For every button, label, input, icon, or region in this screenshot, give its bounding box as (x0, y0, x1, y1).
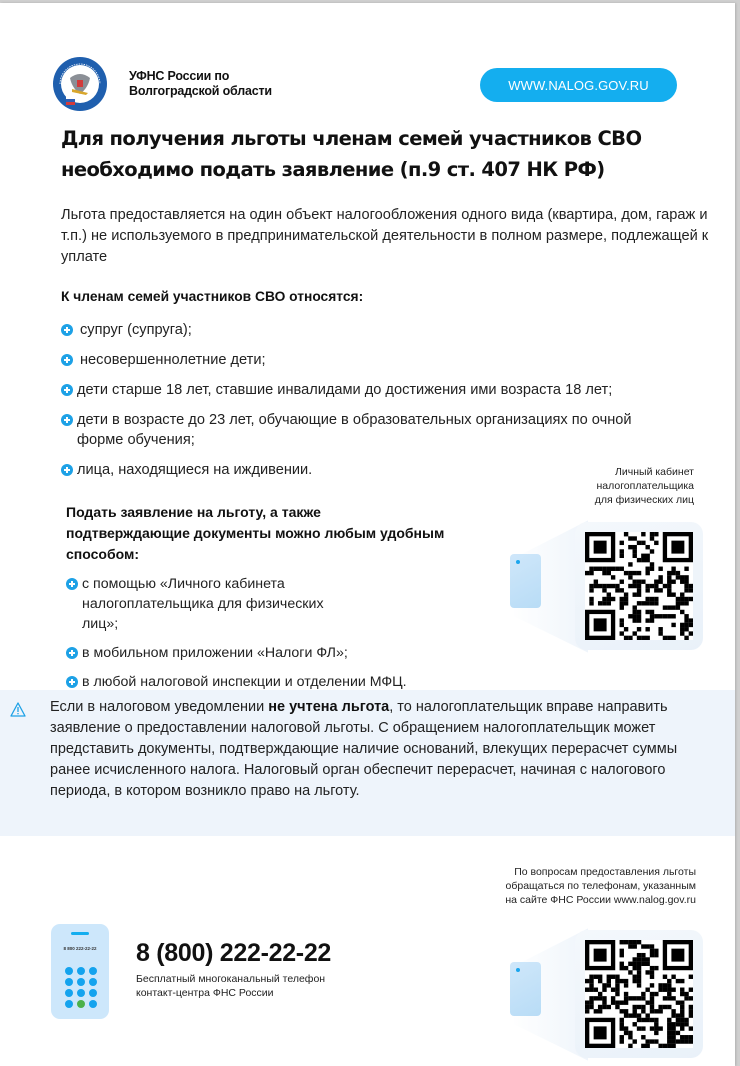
website-link-button[interactable]: WWW.NALOG.GOV.RU (480, 68, 677, 102)
list-item: в мобильном приложении «Налоги ФЛ»; (66, 643, 486, 663)
org-name-line1: УФНС России по (129, 69, 230, 83)
qr-code-icon[interactable] (585, 940, 693, 1048)
list-item: супруг (супруга); (61, 320, 711, 340)
qr-card (575, 522, 703, 650)
apply-methods-list (66, 574, 486, 701)
list-item: дети в возрасте до 23 лет, обучающие в образовательных организациях по очной форме обучения; (61, 410, 711, 450)
qr-contacts-caption: По вопросам предоставления льготы обращаться по телефонам, указанным на сайте ФНС России www.nalog.gov.ru (505, 866, 696, 906)
plus-bullet-icon (61, 464, 73, 476)
plus-bullet-icon (61, 414, 73, 426)
phone-scanner-icon (510, 962, 541, 1016)
list-item: лица, находящиеся на иждивении. (61, 460, 711, 480)
apply-methods-heading: Подать заявление на льготу, а также подтверждающие документы можно любым удобным способом: (66, 504, 445, 562)
qr-cabinet-caption: Личный кабинет налогоплательщика для физических лиц (594, 466, 694, 506)
viewer-scrollbar[interactable] (735, 0, 740, 1066)
family-members-heading: К членам семей участников СВО относятся: (61, 289, 364, 304)
phone-keypad-icon (51, 924, 109, 1019)
flyer-page (0, 3, 735, 1066)
intro-paragraph: Льгота предоставляется на один объект налогообложения одного вида (квартира, дом, гараж и т.п.) не используемого в предпринимательской деятельности в полном размере, подлежащей к уплате (61, 207, 709, 265)
qr-cabinet-widget[interactable] (505, 519, 705, 654)
plus-bullet-icon (66, 578, 78, 590)
hotline-description: Бесплатный многоканальный телефон контакт-центра ФНС России (136, 973, 326, 999)
organization-name (129, 69, 272, 99)
title-line1: Для получения льготы членам семей участников СВО (61, 127, 642, 150)
qr-contacts-widget[interactable] (505, 927, 705, 1062)
qr-card (575, 930, 703, 1058)
info-notice (0, 690, 735, 836)
keypad (65, 967, 97, 1008)
list-item: в любой налоговой инспекции и отделении МФЦ. (66, 672, 486, 692)
page-title (61, 123, 701, 185)
list-item: несовершеннолетние дети; (61, 350, 711, 370)
phone-screen-number: 8 800 222-22-22 (63, 946, 97, 951)
warning-triangle-icon (10, 702, 26, 717)
plus-bullet-icon (61, 354, 73, 366)
plus-bullet-icon (61, 384, 73, 396)
hotline-number[interactable]: 8 (800) 222-22-22 (136, 939, 332, 967)
plus-bullet-icon (61, 324, 73, 336)
plus-bullet-icon (66, 647, 78, 659)
info-notice-text: Если в налоговом уведомлении не учтена льгота, то налогоплательщик вправе направить заявление о предоставлении налоговой льготы. С обращением налогоплательщик может представить документы, подтверждающие наличие оснований, влекущих перерасчет суммы ранее исчисленного налога. Налоговый орган обеспечит перерасчет, начиная с налогового периода, в котором возникло право на льготу. (50, 699, 678, 799)
list-item: с помощью «Личного кабинета налогоплательщика для физических лиц»; (66, 574, 356, 634)
qr-code-icon[interactable] (585, 532, 693, 640)
info-emphasis: не учтена льгота (268, 699, 390, 715)
speaker-slot (71, 932, 89, 935)
list-item: дети старше 18 лет, ставшие инвалидами до достижения ими возраста 18 лет; (61, 380, 711, 400)
fns-emblem-icon (52, 56, 108, 112)
phone-scanner-icon (510, 554, 541, 608)
title-line2: необходимо подать заявление (п.9 ст. 407 НК РФ) (61, 158, 605, 181)
org-name-line2: Волгоградской области (129, 84, 272, 98)
plus-bullet-icon (66, 676, 78, 688)
